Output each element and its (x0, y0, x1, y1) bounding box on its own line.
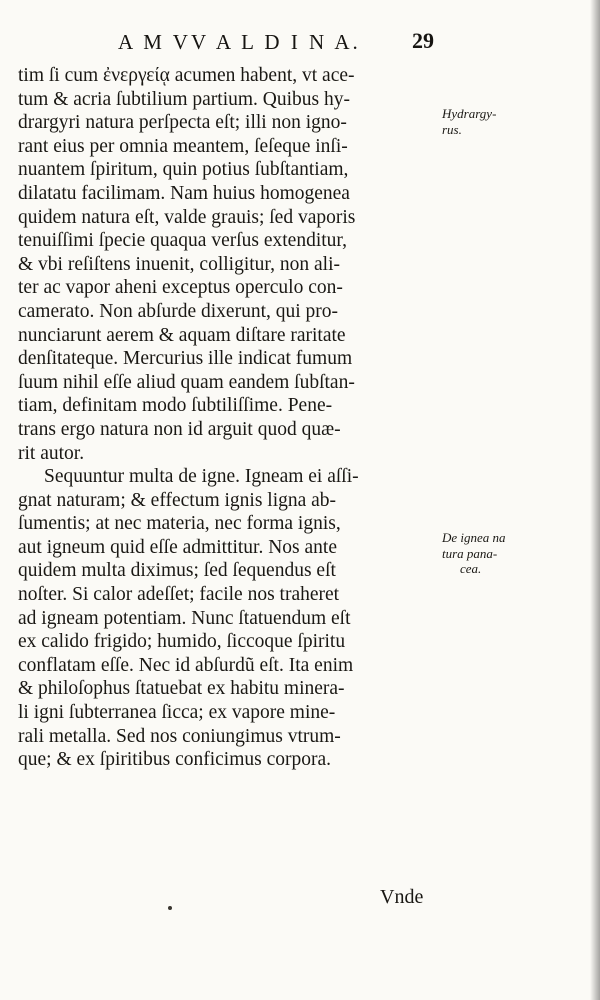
text-line: gnat naturam; & effectum ignis ligna ab- (18, 489, 337, 511)
ink-speck (168, 906, 172, 910)
text-line: conflatam eſſe. Nec id abſurdũ eſt. Ita enim (18, 654, 354, 676)
text-line: & vbi reſiſtens inuenit, colligitur, non ali- (18, 253, 340, 275)
text-line: tum & acria ſubtilium partium. Quibus hy- (18, 88, 350, 110)
text-line: rit autor. (18, 442, 85, 464)
text-line: trans ergo natura non id arguit quod quæ- (18, 418, 341, 440)
text-line: nunciarunt aerem & aquam diſtare raritate (18, 324, 346, 346)
text-line: noſter. Si calor adeſſet; facile nos traheret (18, 584, 340, 606)
margin-note-hydrargyrus (442, 106, 496, 137)
text-line: & philoſophus ſtatuebat ex habitu minera- (18, 678, 345, 700)
margin-note-de-ignea-natura (442, 530, 506, 577)
text-line: ter ac vapor aheni exceptus operculo con- (18, 277, 343, 299)
text-line: ſumentis; at nec materia, nec forma ignis, (18, 513, 341, 535)
running-head: A M VV A L D I N A. (118, 30, 361, 54)
text-line: tenuiſſimi ſpecie quaqua verſus extenditur, (18, 230, 347, 252)
text-line: quidem natura eſt, valde grauis; ſed vaporis (18, 206, 356, 228)
margin-note-line: cea. (460, 561, 482, 576)
text-line: denſitateque. Mercurius ille indicat fumum (18, 348, 353, 370)
margin-note-line: tura pana- (442, 545, 498, 561)
text-line: quidem multa diximus; ſed ſequendus eſt (18, 560, 336, 582)
text-line: drargyri natura perſpecta eſt; illi non igno- (18, 112, 347, 134)
text-line: que; & ex ſpiritibus conficimus corpora. (18, 749, 332, 771)
margin-note-line: rus. (442, 121, 462, 137)
catchword: Vnde (380, 886, 424, 908)
text-line: rant eius per omnia meantem, ſeſeque inſi- (18, 135, 348, 157)
text-line: ad igneam potentiam. Nunc ſtatuendum eſt (18, 607, 351, 629)
page-edge-shadow (590, 0, 600, 1000)
paragraph-start-line: Sequuntur multa de igne. Igneam ei aſſi- (44, 466, 359, 488)
margin-note-line: Hydrargy- (442, 106, 497, 121)
text-line: tiam, definitam modo ſubtiliſſime. Pene- (18, 395, 333, 417)
text-line: aut igneum quid eſſe admittitur. Nos ante (18, 536, 337, 558)
text-line: li igni ſubterranea ſicca; ex vapore mine- (18, 702, 336, 724)
page-number: 29 (412, 28, 434, 53)
text-line: rali metalla. Sed nos coniungimus vtrum- (18, 725, 341, 747)
text-line: ex calido frigido; humido, ſiccoque ſpiritu (18, 631, 346, 653)
margin-note-line: De ignea na (442, 530, 506, 545)
text-line: ſuum nihil eſſe aliud quam eandem ſubſtan- (18, 371, 355, 393)
text-line: dilatatu facilimam. Nam huius homogenea (18, 182, 350, 204)
text-line: camerato. Non abſurde dixerunt, qui pro- (18, 300, 339, 322)
text-line: tim ſi cum ἐνεργείᾳ acumen habent, vt ace- (18, 65, 355, 86)
body-text (18, 64, 438, 772)
text-line: nuantem ſpiritum, quin potius ſubſtantiam, (18, 159, 349, 181)
